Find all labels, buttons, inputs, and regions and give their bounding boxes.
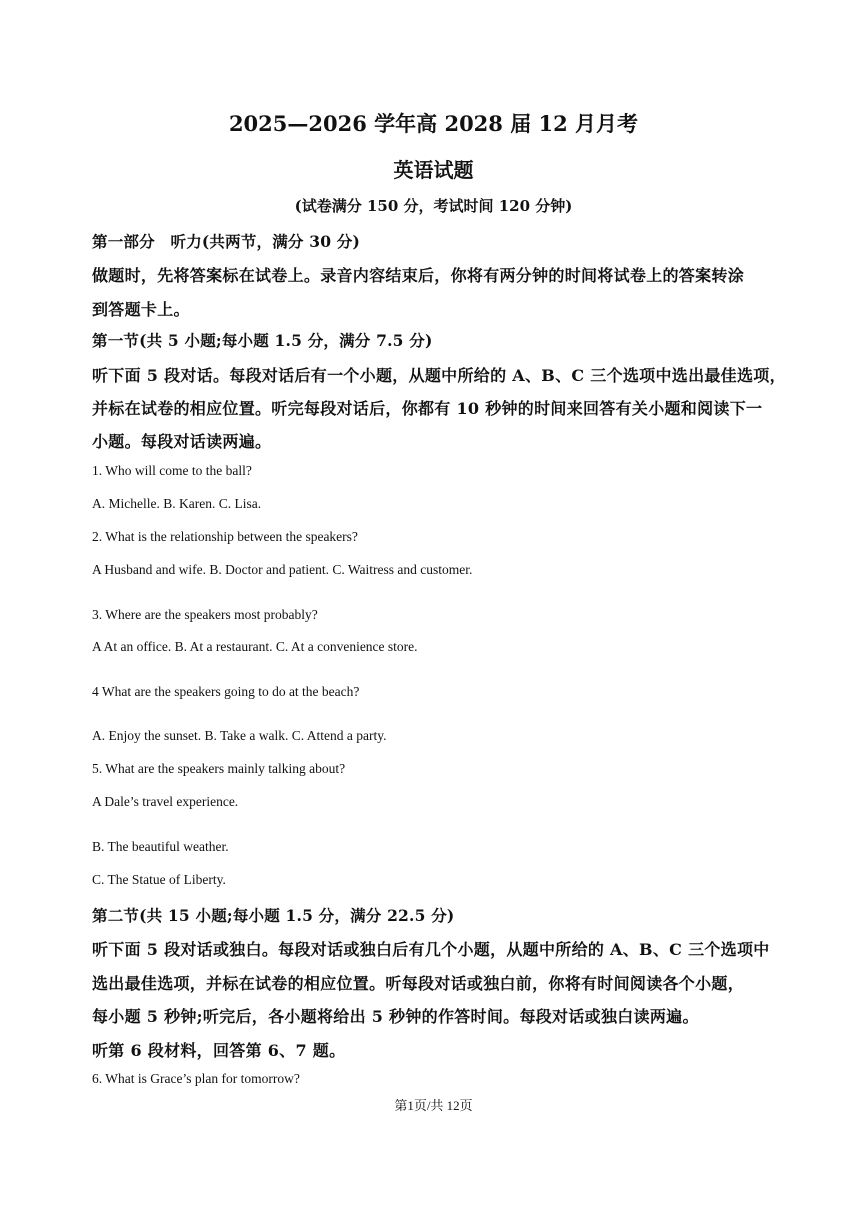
section2-heading: 第二节(共 15 小题;每小题 1.5 分，满分 22.5 分) xyxy=(92,906,455,925)
question-option-c: C. The Statue of Liberty. xyxy=(92,872,226,887)
section1-instruction-line: 小题。每段对话读两遍。 xyxy=(92,432,272,451)
question-stem: 4 What are the speakers going to do at the beach? xyxy=(92,684,360,699)
question-stem: 2. What is the relationship between the speakers? xyxy=(92,529,358,544)
section1-heading: 第一节(共 5 小题;每小题 1.5 分，满分 7.5 分) xyxy=(92,331,433,350)
section2-instruction-line: 听下面 5 段对话或独白。每段对话或独白后有几个小题，从题中所给的 A、B、C 三个选项中 xyxy=(92,940,770,959)
question-option-b: B. The beautiful weather. xyxy=(92,839,229,854)
page-footer: 第1页/共 12页 xyxy=(394,1098,473,1113)
question-options: A. Michelle. B. Karen. C. Lisa. xyxy=(92,496,262,511)
part1-heading: 第一部分 听力(共两节，满分 30 分) xyxy=(92,232,361,251)
section2-instruction-line: 选出最佳选项，并标在试卷的相应位置。听每段对话或独白前，你将有时间阅读各个小题， xyxy=(92,974,745,993)
question-options: A Husband and wife. B. Doctor and patient. C. Waitress and customer. xyxy=(92,562,473,577)
question-stem: 5. What are the speakers mainly talking about? xyxy=(92,761,346,776)
question-options: A At an office. B. At a restaurant. C. At a convenience store. xyxy=(92,639,418,654)
exam-subject-title: 英语试题 xyxy=(393,158,474,182)
question-option-a: A Dale’s travel experience. xyxy=(92,794,239,809)
question-stem: 1. Who will come to the ball? xyxy=(92,463,252,478)
part1-instruction-line: 做题时，先将答案标在试卷上。录音内容结束后，你将有两分钟的时间将试卷上的答案转涂 xyxy=(92,266,745,285)
material-heading: 听第 6 段材料，回答第 6、7 题。 xyxy=(92,1041,346,1060)
exam-note: (试卷满分 150 分，考试时间 120 分钟) xyxy=(294,197,573,215)
question-stem: 6. What is Grace’s plan for tomorrow? xyxy=(92,1071,300,1086)
section1-instruction-line: 听下面 5 段对话。每段对话后有一个小题，从题中所给的 A、B、C 三个选项中选出最佳选项， xyxy=(92,366,786,385)
section1-instruction-line: 并标在试卷的相应位置。听完每段对话后，你都有 10 秒钟的时间来回答有关小题和阅读下一 xyxy=(92,399,763,418)
question-stem: 3. Where are the speakers most probably? xyxy=(92,607,318,622)
part1-instruction-line: 到答题卡上。 xyxy=(92,300,190,319)
exam-title: 2025—2026 学年高 2028 届 12 月月考 xyxy=(228,111,639,136)
question-options: A. Enjoy the sunset. B. Take a walk. C. Attend a party. xyxy=(92,728,387,743)
section2-instruction-line: 每小题 5 秒钟;听完后，各小题将给出 5 秒钟的作答时间。每段对话或独白读两遍。 xyxy=(92,1007,699,1026)
